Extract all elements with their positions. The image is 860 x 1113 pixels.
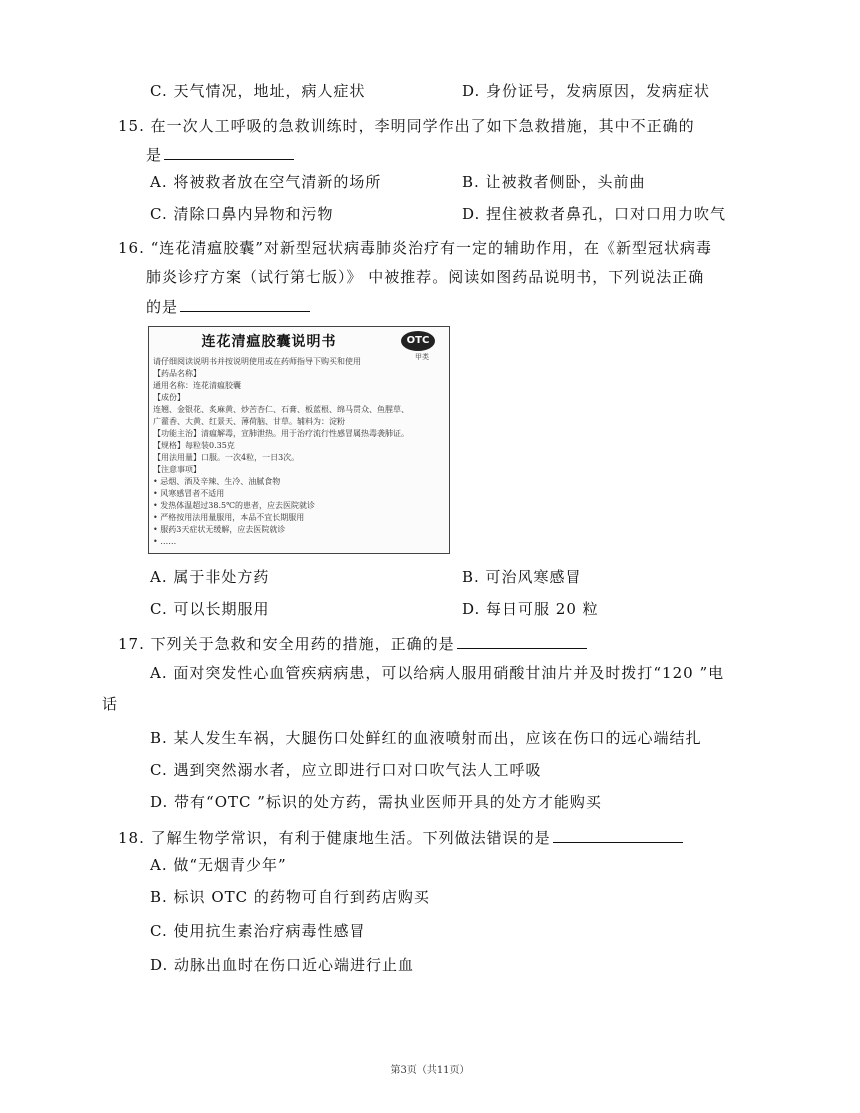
page-footer: 第3页（共11页） xyxy=(390,1065,470,1076)
answer-blank[interactable] xyxy=(553,827,683,843)
q17-option-b: B. 某人发生车祸，大腿伤口处鲜红的血液喷射而出，应该在伤口的远心端结扎 xyxy=(150,729,702,747)
leaflet-row: 【功能主治】清瘟解毒，宣肺泄热。用于治疗流行性感冒属热毒袭肺证。 xyxy=(153,429,409,438)
leaflet-row: 【注意事项】 xyxy=(153,465,201,474)
q17-option-a: A. 面对突发性心血管疾病病患，可以给病人服用硝酸甘油片并及时拨打“120 ”电 xyxy=(150,664,725,682)
q16-stem: 16. “连花清瘟胶囊”对新型冠状病毒肺炎治疗有一定的辅助作用，在《新型冠状病毒 xyxy=(118,239,712,257)
q15-stem: 15. 在一次人工呼吸的急救训练时，李明同学作出了如下急救措施，其中不正确的 xyxy=(118,117,695,135)
q18-option-d: D. 动脉出血时在伤口近心端进行止血 xyxy=(150,956,415,974)
leaflet-row: • 服药3天症状无缓解，应去医院就诊 xyxy=(153,525,286,534)
q18-option-c: C. 使用抗生素治疗病毒性感冒 xyxy=(150,922,366,940)
leaflet-row: 【用法用量】口服。一次4粒，一日3次。 xyxy=(153,453,300,462)
leaflet-row: 连翘、金银花、炙麻黄、炒苦杏仁、石膏、板蓝根、绵马贯众、鱼腥草、 xyxy=(153,405,409,414)
leaflet-row: 【规格】每粒装0.35克 xyxy=(153,441,235,450)
leaflet-row: 【成份】 xyxy=(153,393,185,402)
q17-option-d: D. 带有“OTC ”标识的处方药，需执业医师开具的处方才能购买 xyxy=(150,793,602,811)
q16-option-d: D. 每日可服 20 粒 xyxy=(462,600,599,618)
leaflet-title: 连花清瘟胶囊说明书 xyxy=(201,334,337,350)
q16-option-a: A. 属于非处方药 xyxy=(150,568,270,586)
q15-option-d: D. 捏住被救者鼻孔，口对口用力吹气 xyxy=(462,205,727,223)
q18-stem: 18. 了解生物学常识，有利于健康地生活。下列做法错误的是 xyxy=(118,827,683,848)
otc-class-label: 甲类 xyxy=(415,353,429,361)
q15-option-b: B. 让被救者侧卧，头前曲 xyxy=(462,173,646,191)
otc-logo: OTC xyxy=(401,331,435,351)
q18-option-b: B. 标识 OTC 的药物可自行到药店购买 xyxy=(150,888,430,906)
leaflet-row: • …… xyxy=(153,537,177,546)
answer-blank[interactable] xyxy=(164,144,294,160)
leaflet-row: 广藿香、大黄、红景天、薄荷脑、甘草。辅料为：淀粉 xyxy=(153,417,345,426)
leaflet-row: 通用名称：连花清瘟胶囊 xyxy=(153,381,241,390)
q14-option-d: D. 身份证号，发病原因，发病症状 xyxy=(462,82,711,100)
q16-stem-end: 的是 xyxy=(146,296,310,317)
q18-option-a: A. 做“无烟青少年” xyxy=(150,856,287,874)
q15-option-a: A. 将被救者放在空气清新的场所 xyxy=(150,173,382,191)
leaflet-row: • 发热体温超过38.5℃的患者，应去医院就诊 xyxy=(153,501,316,510)
q16-option-c: C. 可以长期服用 xyxy=(150,600,270,618)
leaflet-row: • 风寒感冒者不适用 xyxy=(153,489,225,498)
q17-stem: 17. 下列关于急救和安全用药的措施，正确的是 xyxy=(118,633,587,654)
q16-option-b: B. 可治风寒感冒 xyxy=(462,568,582,586)
leaflet-row: • 忌烟、酒及辛辣、生冷、油腻食物 xyxy=(153,477,281,486)
q16-stem-2: 肺炎诊疗方案（试行第七版）》 中被推荐。阅读如图药品说明书，下列说法正确 xyxy=(146,268,705,286)
medicine-leaflet-figure xyxy=(148,326,450,554)
q14-option-c: C. 天气情况，地址，病人症状 xyxy=(150,82,366,100)
answer-blank[interactable] xyxy=(180,296,310,312)
q15-stem-end: 是 xyxy=(146,144,294,165)
q17-option-c: C. 遇到突然溺水者，应立即进行口对口吹气法人工呼吸 xyxy=(150,761,542,779)
leaflet-row: • 严格按用法用量服用，本品不宜长期服用 xyxy=(153,513,305,522)
answer-blank[interactable] xyxy=(457,633,587,649)
leaflet-row: 【药品名称】 xyxy=(153,369,201,378)
leaflet-row: 请仔细阅读说明书并按说明使用或在药师指导下购买和使用 xyxy=(153,357,361,366)
q15-option-c: C. 清除口鼻内异物和污物 xyxy=(150,205,334,223)
q17-option-a-wrap: 话 xyxy=(102,695,119,713)
